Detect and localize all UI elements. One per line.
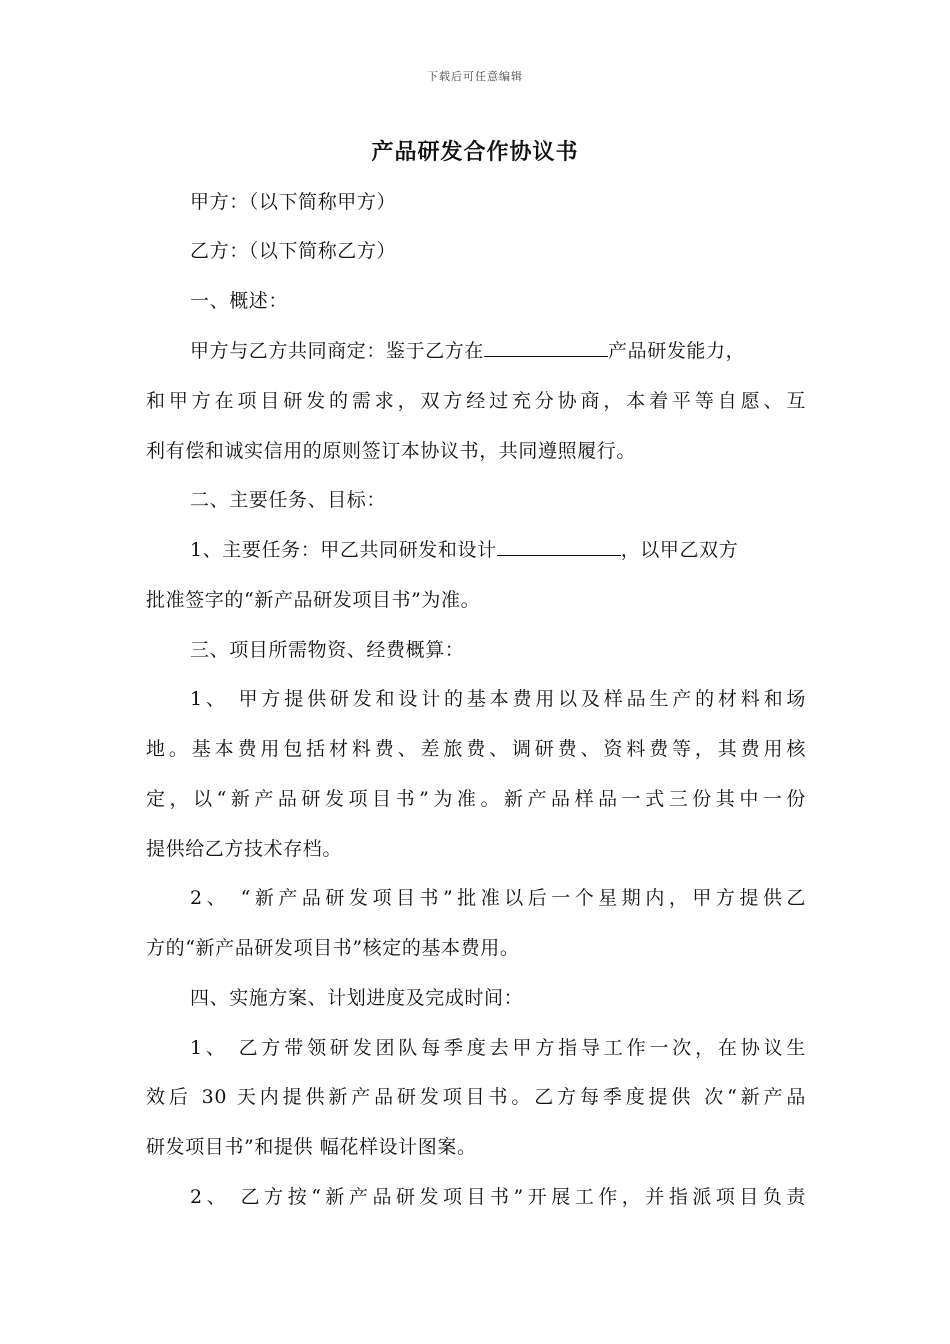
section-4-heading: 四、实施方案、计划进度及完成时间： [190,987,524,1009]
fill-in-blank[interactable] [497,535,621,556]
section-3-heading: 三、项目所需物资、经费概算： [190,639,465,661]
section-4-item-1-line-2: 效后 30 天内提供新产品研发项目书。乙方每季度提供 次“新产品 [146,1086,806,1108]
section-2-text-before-blank: 1、主要任务：甲乙共同研发和设计 [190,539,497,561]
document-title: 产品研发合作协议书 [371,139,579,165]
section-2-item-1-line-2: 批准签字的“新产品研发项目书”为准。 [146,589,481,611]
party-a-line: 甲方：（以下简称甲方） [190,191,397,213]
section-3-item-1-line-4: 提供给乙方技术存档。 [146,838,343,860]
section-2-text-after-blank: ，以甲乙双方 [620,539,739,561]
section-1-paragraph-line-3: 利有偿和诚实信用的原则签订本协议书，共同遵照履行。 [146,440,637,462]
section-1-text-after-blank: 产品研发能力， [608,340,746,362]
section-4-item-1-line-3: 研发项目书”和提供 幅花样设计图案。 [146,1136,477,1158]
section-1-paragraph-line-1 [190,336,806,366]
section-3-item-1-line-3: 定，以“新产品研发项目书”为准。新产品样品一式三份其中一份 [146,788,806,810]
section-4-item-1-line-1: 1、 乙方带领研发团队每季度去甲方指导工作一次，在协议生 [190,1037,806,1059]
section-3-item-1-line-1: 1、 甲方提供研发和设计的基本费用以及样品生产的材料和场 [190,688,806,710]
section-3-item-1-line-2: 地。基本费用包括材料费、差旅费、调研费、资料费等，其费用核 [146,738,806,760]
section-1-heading: 一、概述： [190,290,289,312]
section-2-item-1-line-1 [190,535,806,565]
section-1-text-before-blank: 甲方与乙方共同商定：鉴于乙方在 [190,340,485,362]
section-1-paragraph-line-2: 和甲方在项目研发的需求，双方经过充分协商，本着平等自愿、互 [146,390,806,412]
fill-in-blank[interactable] [484,336,608,357]
section-4-item-2-line-1: 2、 乙方按“新产品研发项目书”开展工作，并指派项目负责 [190,1186,806,1208]
section-3-item-2-line-2: 方的“新产品研发项目书”核定的基本费用。 [146,937,520,959]
header-note: 下载后可任意编辑 [427,70,523,83]
party-b-line: 乙方：（以下简称乙方） [190,240,397,262]
section-2-heading: 二、主要任务、目标： [190,489,387,511]
section-3-item-2-line-1: 2、 “新产品研发项目书”批准以后一个星期内，甲方提供乙 [190,887,806,909]
